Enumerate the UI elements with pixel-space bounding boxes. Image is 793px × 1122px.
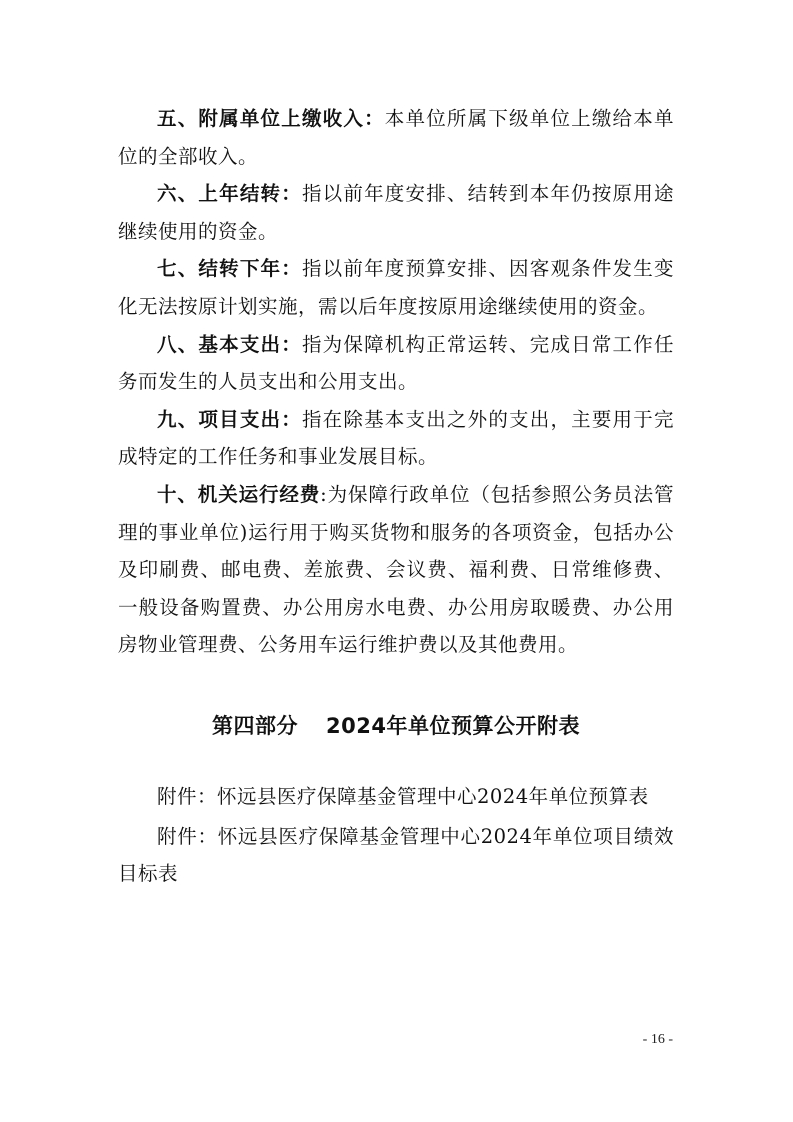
definition-term: 七、结转下年： (157, 257, 302, 281)
definition-text: 指以前年度安排、结转到本年仍按原用途继续使用的资金。 (118, 182, 674, 243)
definition-term: 六、上年结转： (157, 182, 302, 206)
definition-paragraph (118, 175, 674, 250)
definition-term: 九、项目支出： (157, 407, 302, 431)
definition-text: 指在除基本支出之外的支出，主要用于完成特定的工作任务和事业发展目标。 (118, 407, 674, 469)
definition-term: 五、附属单位上缴收入： (157, 107, 385, 130)
definition-text: 指以前年度预算安排、因客观条件发生变化无法按原计划实施，需以后年度按原用途继续使用的资金。 (118, 257, 674, 318)
section-heading (118, 708, 674, 744)
attachment-item: 附件：怀远县医疗保障基金管理中心2024年单位预算表 (157, 784, 649, 808)
definition-paragraph (118, 401, 674, 476)
section-title: 2024年单位预算公开附表 (326, 713, 580, 738)
page-number: - 16 - (642, 1032, 673, 1047)
definition-paragraph (118, 250, 674, 325)
page-content (118, 100, 674, 895)
definition-term: 十、机关运行经费 (157, 482, 321, 506)
definition-text: :为保障行政单位（包括参照公务员法管理的事业单位)运行用于购买货物和服务的各项资金，包括办公及印刷费、邮电费、差旅费、会议费、福利费、日常维修费、一般设备购置费、办公用房水电费、办公用房取暖费、办公用房物业管理费、公务用车运行维护费以及其他费用。 (118, 482, 674, 657)
section-part: 第四部分 (212, 713, 299, 738)
definition-paragraph (118, 476, 674, 664)
definition-paragraph (118, 326, 674, 401)
definition-paragraph (118, 100, 674, 175)
attachment-item: 附件：怀远县医疗保障基金管理中心2024年单位项目绩效目标表 (118, 824, 674, 886)
definition-text: 指为保障机构正常运转、完成日常工作任务而发生的人员支出和公用支出。 (118, 332, 674, 394)
definition-text: 本单位所属下级单位上缴给本单位的全部收入。 (118, 107, 674, 168)
definition-term: 八、基本支出： (157, 332, 302, 356)
